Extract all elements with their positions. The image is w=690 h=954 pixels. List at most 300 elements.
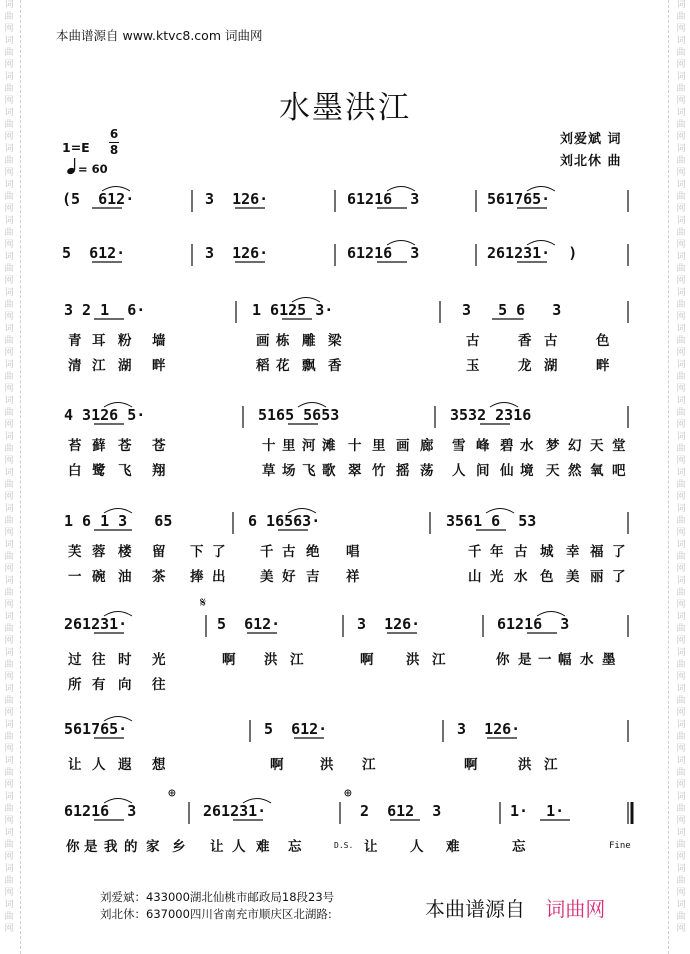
- lyric-syllable: 让: [68, 757, 82, 773]
- note-measure: 561765·: [487, 190, 551, 208]
- lyric-syllable: 幻: [568, 438, 582, 454]
- lyric-syllable: 江: [290, 652, 304, 668]
- coda-mark-2: ⊕: [344, 786, 352, 801]
- watermark-glyph: 网: [676, 528, 686, 538]
- watermark-glyph: 词: [4, 612, 14, 622]
- lyric-syllable: 幸: [566, 544, 580, 560]
- note-measure: 6 16563·: [248, 512, 321, 530]
- lyric-syllable: 翠: [348, 463, 362, 479]
- watermark-glyph: 网: [4, 60, 14, 70]
- watermark-glyph: 网: [676, 852, 686, 862]
- watermark-glyph: 网: [4, 600, 14, 610]
- composer-address: 刘北休：637000四川省南充市顺庆区北湖路:: [100, 907, 332, 921]
- watermark-glyph: 网: [4, 132, 14, 142]
- watermark-glyph: 网: [676, 636, 686, 646]
- lyric-syllable: 龙: [518, 358, 532, 374]
- watermark-glyph: 网: [4, 96, 14, 106]
- watermark-glyph: 网: [4, 168, 14, 178]
- lyric-syllable: 出: [212, 569, 226, 585]
- watermark-glyph: 词: [676, 144, 686, 154]
- lyric-syllable: 你: [496, 652, 510, 668]
- watermark-glyph: 网: [676, 276, 686, 286]
- watermark-glyph: 词: [4, 792, 14, 802]
- lyric-syllable: 场: [282, 463, 296, 479]
- watermark-glyph: 曲: [4, 444, 14, 454]
- lyric-syllable: 山: [468, 569, 482, 585]
- watermark-glyph: 网: [4, 420, 14, 430]
- note-measure: 5 612·: [62, 244, 126, 262]
- lyric-syllable: 想: [152, 757, 166, 773]
- lyric-syllable: 里: [372, 438, 386, 454]
- segno-mark: 𝄋: [200, 595, 207, 611]
- lyric-line-1: [0, 835, 560, 853]
- watermark-glyph: 曲: [676, 300, 686, 310]
- watermark-glyph: 曲: [4, 48, 14, 58]
- lyric-line-2: [0, 565, 626, 585]
- lyric-syllable: 我: [104, 839, 118, 855]
- lyric-syllable: 天: [590, 438, 604, 454]
- watermark-glyph: 曲: [4, 120, 14, 130]
- note-measure: 61216 3: [347, 190, 420, 208]
- note-measure: 5165 5653: [258, 406, 340, 424]
- lyric-syllable: 过: [68, 652, 82, 668]
- watermark-glyph: 词: [4, 864, 14, 874]
- watermark-glyph: 曲: [676, 156, 686, 166]
- watermark-glyph: 词: [4, 36, 14, 46]
- lyric-syllable: 是: [518, 652, 532, 668]
- lyric-syllable: 遐: [118, 757, 132, 773]
- watermark-glyph: 网: [676, 24, 686, 34]
- watermark-glyph: 曲: [676, 696, 686, 706]
- note-measure: 61216 3: [64, 802, 137, 820]
- note-measure: 3 2 1 6·: [64, 301, 146, 319]
- watermark-glyph: 曲: [676, 660, 686, 670]
- watermark-glyph: 网: [4, 312, 14, 322]
- lyric-syllable: 洪: [264, 652, 278, 668]
- watermark-glyph: 词: [4, 468, 14, 478]
- watermark-glyph: 词: [676, 864, 686, 874]
- watermark-glyph: 网: [4, 456, 14, 466]
- lyric-syllable: 白: [68, 463, 82, 479]
- lyric-syllable: 芙: [68, 544, 82, 560]
- note-measure: 3561 6 53: [446, 512, 537, 530]
- watermark-glyph: 网: [676, 204, 686, 214]
- watermark-glyph: 曲: [676, 48, 686, 58]
- note-measure: 61216 3: [347, 244, 420, 262]
- lyric-syllable: 飘: [302, 358, 316, 374]
- watermark-glyph: 曲: [676, 228, 686, 238]
- watermark-glyph: 词: [676, 288, 686, 298]
- lyric-syllable: 一: [538, 652, 552, 668]
- note-measure: 3 126·: [357, 615, 421, 633]
- lyric-syllable: 人: [410, 839, 424, 855]
- watermark-glyph: 网: [4, 276, 14, 286]
- lyricist-credit: 刘爱斌 词: [560, 132, 622, 147]
- lyric-syllable: 光: [490, 569, 504, 585]
- lyric-line-1: [0, 434, 626, 454]
- watermark-glyph: 词: [676, 612, 686, 622]
- watermark-glyph: 词: [4, 648, 14, 658]
- watermark-glyph: 词: [4, 288, 14, 298]
- watermark-glyph: 词: [676, 216, 686, 226]
- watermark-glyph: 词: [4, 540, 14, 550]
- lyric-syllable: 摇: [396, 463, 410, 479]
- lyric-syllable: 峰: [476, 438, 490, 454]
- lyric-syllable: 苍: [152, 438, 166, 454]
- watermark-glyph: 曲: [676, 120, 686, 130]
- lyric-syllable: 氧: [590, 463, 604, 479]
- watermark-glyph: 词: [676, 72, 686, 82]
- lyric-syllable: 向: [118, 677, 132, 693]
- watermark-glyph: 词: [4, 360, 14, 370]
- lyric-syllable: 墨: [602, 652, 616, 668]
- lyric-syllable: 古: [544, 333, 558, 349]
- lyric-syllable: 雕: [302, 333, 316, 349]
- lyric-syllable: 下: [190, 544, 204, 560]
- lyric-syllable: 江: [362, 757, 376, 773]
- watermark-glyph: 词: [4, 72, 14, 82]
- watermark-glyph: 曲: [676, 912, 686, 922]
- lyric-syllable: 天: [546, 463, 560, 479]
- watermark-glyph: 网: [676, 168, 686, 178]
- coda-mark: ⊕: [168, 786, 176, 801]
- watermark-glyph: 曲: [676, 624, 686, 634]
- note-measure: 3 5 6 3: [462, 301, 562, 319]
- lyric-syllable: 画: [396, 438, 410, 454]
- lyric-syllable: 然: [568, 463, 582, 479]
- lyric-syllable: 青: [68, 333, 82, 349]
- watermark-glyph: 网: [4, 924, 14, 934]
- watermark-glyph: 词: [4, 720, 14, 730]
- lyric-syllable: 古: [466, 333, 480, 349]
- watermark-glyph: 词: [676, 792, 686, 802]
- lyric-syllable: 吉: [306, 569, 320, 585]
- lyric-syllable: 啊: [222, 652, 236, 668]
- lyric-syllable: 城: [540, 544, 554, 560]
- watermark-glyph: 曲: [4, 408, 14, 418]
- lyric-syllable: 往: [92, 652, 106, 668]
- watermark-glyph: 网: [676, 456, 686, 466]
- note-measure: 4 3126 5·: [64, 406, 146, 424]
- watermark-glyph: 曲: [4, 912, 14, 922]
- lyric-syllable: 洪: [406, 652, 420, 668]
- watermark-glyph: 词: [4, 576, 14, 586]
- lyric-syllable: 一: [68, 569, 82, 585]
- watermark-glyph: 网: [4, 492, 14, 502]
- lyric-syllable: 香: [518, 333, 532, 349]
- lyric-syllable: 洪: [518, 757, 532, 773]
- watermark-glyph: 网: [4, 636, 14, 646]
- watermark-glyph: 网: [676, 744, 686, 754]
- watermark-glyph: 词: [676, 468, 686, 478]
- note-measure: 261231·: [203, 802, 267, 820]
- lyric-syllable: 花: [276, 358, 290, 374]
- watermark-glyph: 曲: [4, 732, 14, 742]
- watermark-glyph: 曲: [4, 696, 14, 706]
- watermark-glyph: 词: [676, 756, 686, 766]
- lyric-syllable: 梦: [546, 438, 560, 454]
- lyric-syllable: 里: [282, 438, 296, 454]
- watermark-glyph: 网: [4, 240, 14, 250]
- lyric-line-2: [0, 673, 560, 691]
- watermark-glyph: 词: [4, 216, 14, 226]
- lyric-syllable: 人: [452, 463, 466, 479]
- note-measure: 1 6 1 3 65: [64, 512, 173, 530]
- watermark-glyph: 词: [4, 324, 14, 334]
- lyric-syllable: 年: [490, 544, 504, 560]
- watermark-glyph: 词: [676, 360, 686, 370]
- lyric-syllable: 梁: [328, 333, 342, 349]
- lyric-syllable: 幅: [558, 652, 572, 668]
- note-measure: 3 126·: [205, 244, 269, 262]
- lyric-syllable: 啊: [360, 652, 374, 668]
- lyric-syllable: 碧: [500, 438, 514, 454]
- watermark-glyph: 网: [676, 672, 686, 682]
- note-measure: 3532 2316: [450, 406, 532, 424]
- time-signature-bottom: 8: [109, 143, 119, 157]
- watermark-glyph: 曲: [676, 804, 686, 814]
- watermark-glyph: 词: [4, 756, 14, 766]
- watermark-glyph: 词: [4, 684, 14, 694]
- note-measure: 3 126·: [205, 190, 269, 208]
- watermark-glyph: 网: [4, 672, 14, 682]
- lyric-syllable: 你: [66, 839, 80, 855]
- note-measure: 5 612·: [264, 720, 328, 738]
- watermark-glyph: 网: [676, 708, 686, 718]
- note-measure: 61216 3: [497, 615, 570, 633]
- watermark-glyph: 曲: [4, 480, 14, 490]
- lyric-syllable: 苍: [118, 438, 132, 454]
- lyric-syllable: 楼: [118, 544, 132, 560]
- footer-brand-prefix: 本曲谱源自: [425, 897, 525, 921]
- watermark-glyph: 词: [676, 684, 686, 694]
- watermark-glyph: 网: [4, 708, 14, 718]
- watermark-glyph: 曲: [676, 768, 686, 778]
- watermark-glyph: 网: [676, 132, 686, 142]
- watermark-glyph: 词: [676, 180, 686, 190]
- key-signature: 1=E: [62, 140, 90, 155]
- lyric-syllable: 美: [566, 569, 580, 585]
- lyric-syllable: 江: [544, 757, 558, 773]
- watermark-glyph: 网: [4, 852, 14, 862]
- lyric-syllable: 难: [446, 839, 460, 855]
- watermark-glyph: 网: [676, 492, 686, 502]
- lyric-line-1: [0, 648, 616, 668]
- watermark-glyph: 词: [4, 828, 14, 838]
- watermark-glyph: 网: [676, 600, 686, 610]
- lyric-syllable: 粉: [118, 333, 132, 349]
- watermark-glyph: 网: [676, 816, 686, 826]
- watermark-glyph: 曲: [4, 12, 14, 22]
- lyric-syllable: 水: [520, 438, 534, 454]
- lyric-syllable: 乡: [172, 839, 186, 855]
- watermark-glyph: 词: [4, 900, 14, 910]
- lyric-line-1: [0, 329, 610, 349]
- lyric-syllable: 境: [520, 463, 534, 479]
- watermark-glyph: 曲: [4, 840, 14, 850]
- lyric-syllable: 忘: [288, 839, 302, 855]
- note-measure: 1 6125 3·: [252, 301, 334, 319]
- watermark-glyph: 词: [4, 108, 14, 118]
- watermark-glyph: 词: [676, 576, 686, 586]
- watermark-glyph: 曲: [676, 588, 686, 598]
- lyricist-address: 刘爱斌：433000湖北仙桃市邮政局18段23号: [100, 890, 335, 904]
- lyric-syllable: 所: [68, 677, 82, 693]
- note-measure: 3 126·: [457, 720, 521, 738]
- watermark-glyph: 网: [4, 888, 14, 898]
- watermark-glyph: 网: [4, 384, 14, 394]
- lyric-syllable: 畔: [152, 358, 166, 374]
- lyric-syllable: 畔: [596, 358, 610, 374]
- lyric-syllable: 往: [152, 677, 166, 693]
- watermark-glyph: 曲: [4, 300, 14, 310]
- lyric-syllable: 廊: [420, 438, 434, 454]
- watermark-glyph: 词: [676, 648, 686, 658]
- watermark-glyph: 曲: [4, 228, 14, 238]
- lyric-syllable: 碗: [92, 569, 106, 585]
- watermark-glyph: 曲: [4, 588, 14, 598]
- watermark-glyph: 词: [676, 396, 686, 406]
- lyric-syllable: 美: [260, 569, 274, 585]
- lyric-syllable: 十: [262, 438, 276, 454]
- lyric-syllable: 人: [92, 757, 106, 773]
- lyric-syllable: 唱: [346, 544, 360, 560]
- note-measure: 261231·: [64, 615, 128, 633]
- lyric-syllable: 难: [256, 839, 270, 855]
- lyric-syllable: 草: [262, 463, 276, 479]
- lyric-syllable: 河: [302, 438, 316, 454]
- lyric-syllable: 福: [590, 544, 604, 560]
- lyric-syllable: 间: [476, 463, 490, 479]
- lyric-line-2: [0, 459, 626, 479]
- watermark-glyph: 词: [676, 828, 686, 838]
- watermark-glyph: 网: [676, 888, 686, 898]
- lyric-syllable: 歌: [322, 463, 336, 479]
- lyric-syllable: 栋: [276, 333, 290, 349]
- lyric-syllable: 千: [260, 544, 274, 560]
- watermark-glyph: 网: [676, 564, 686, 574]
- tempo-marking: = 60: [78, 162, 108, 176]
- lyric-syllable: 人: [232, 839, 246, 855]
- lyric-syllable: 香: [328, 358, 342, 374]
- watermark-glyph: 曲: [676, 444, 686, 454]
- lyric-syllable: 玉: [466, 358, 480, 374]
- lyric-syllable: 啊: [464, 757, 478, 773]
- lyric-line-2: [0, 354, 610, 374]
- watermark-glyph: 词: [676, 504, 686, 514]
- watermark-glyph: 曲: [4, 84, 14, 94]
- lyric-syllable: 让: [210, 839, 224, 855]
- lyric-syllable: 茶: [152, 569, 166, 585]
- composer-credit: 刘北休 曲: [560, 154, 622, 169]
- lyric-syllable: 光: [152, 652, 166, 668]
- watermark-glyph: 词: [4, 396, 14, 406]
- ds-mark: D.S.: [334, 841, 354, 850]
- watermark-glyph: 曲: [676, 12, 686, 22]
- lyric-syllable: 古: [514, 544, 528, 560]
- watermark-glyph: 曲: [676, 84, 686, 94]
- source-header: 本曲谱源自 www.ktvc8.com 词曲网: [56, 28, 263, 43]
- watermark-glyph: 词: [676, 252, 686, 262]
- watermark-glyph: 网: [4, 816, 14, 826]
- watermark-glyph: 网: [676, 240, 686, 250]
- watermark-glyph: 词: [4, 0, 14, 10]
- lyric-line-1: [0, 753, 560, 771]
- watermark-glyph: 词: [676, 0, 686, 10]
- lyric-syllable: 翔: [152, 463, 166, 479]
- lyric-syllable: 的: [124, 839, 138, 855]
- lyric-syllable: 让: [364, 839, 378, 855]
- lyric-syllable: 留: [152, 544, 166, 560]
- lyric-syllable: 忘: [512, 839, 526, 855]
- lyric-syllable: 墙: [152, 333, 166, 349]
- watermark-glyph: 曲: [676, 192, 686, 202]
- watermark-glyph: 曲: [676, 516, 686, 526]
- watermark-glyph: 曲: [676, 372, 686, 382]
- lyric-syllable: 仙: [500, 463, 514, 479]
- footer-brand-name: 词曲网: [545, 897, 606, 921]
- watermark-glyph: 曲: [676, 732, 686, 742]
- watermark-glyph: 网: [4, 564, 14, 574]
- lyric-syllable: 清: [68, 358, 82, 374]
- watermark-glyph: 词: [676, 432, 686, 442]
- lyric-syllable: 画: [256, 333, 270, 349]
- lyric-syllable: 祥: [346, 569, 360, 585]
- lyric-syllable: 洪: [320, 757, 334, 773]
- lyric-syllable: 江: [92, 358, 106, 374]
- watermark-glyph: 网: [676, 384, 686, 394]
- lyric-syllable: 江: [432, 652, 446, 668]
- watermark-glyph: 网: [4, 204, 14, 214]
- watermark-glyph: 曲: [4, 876, 14, 886]
- note-measure: 561765·: [64, 720, 128, 738]
- watermark-glyph: 曲: [4, 264, 14, 274]
- lyric-syllable: 了: [212, 544, 226, 560]
- note-measure: 261231· ): [487, 244, 578, 262]
- watermark-glyph: 词: [4, 144, 14, 154]
- watermark-glyph: 曲: [4, 156, 14, 166]
- lyric-syllable: 滩: [322, 438, 336, 454]
- watermark-glyph: 词: [4, 252, 14, 262]
- watermark-glyph: 网: [676, 312, 686, 322]
- watermark-glyph: 曲: [676, 480, 686, 490]
- watermark-glyph: 曲: [4, 336, 14, 346]
- watermark-glyph: 词: [676, 108, 686, 118]
- watermark-glyph: 网: [4, 780, 14, 790]
- watermark-glyph: 网: [676, 924, 686, 934]
- lyric-syllable: 有: [92, 677, 106, 693]
- lyric-syllable: 蓉: [92, 544, 106, 560]
- lyric-syllable: 堂: [612, 438, 626, 454]
- lyric-syllable: 飞: [118, 463, 132, 479]
- lyric-syllable: 耳: [92, 333, 106, 349]
- note-measure: 2 612 3: [360, 802, 442, 820]
- watermark-glyph: 曲: [4, 192, 14, 202]
- lyric-syllable: 竹: [372, 463, 386, 479]
- watermark-glyph: 词: [676, 36, 686, 46]
- lyric-syllable: 荡: [420, 463, 434, 479]
- watermark-glyph: 曲: [4, 804, 14, 814]
- lyric-syllable: 稻: [256, 358, 270, 374]
- lyric-syllable: 水: [514, 569, 528, 585]
- watermark-glyph: 曲: [676, 408, 686, 418]
- lyric-syllable: 色: [596, 333, 610, 349]
- lyric-syllable: 吧: [612, 463, 626, 479]
- watermark-glyph: 曲: [4, 660, 14, 670]
- lyric-syllable: 雪: [452, 438, 466, 454]
- watermark-glyph: 网: [676, 60, 686, 70]
- lyric-syllable: 啊: [270, 757, 284, 773]
